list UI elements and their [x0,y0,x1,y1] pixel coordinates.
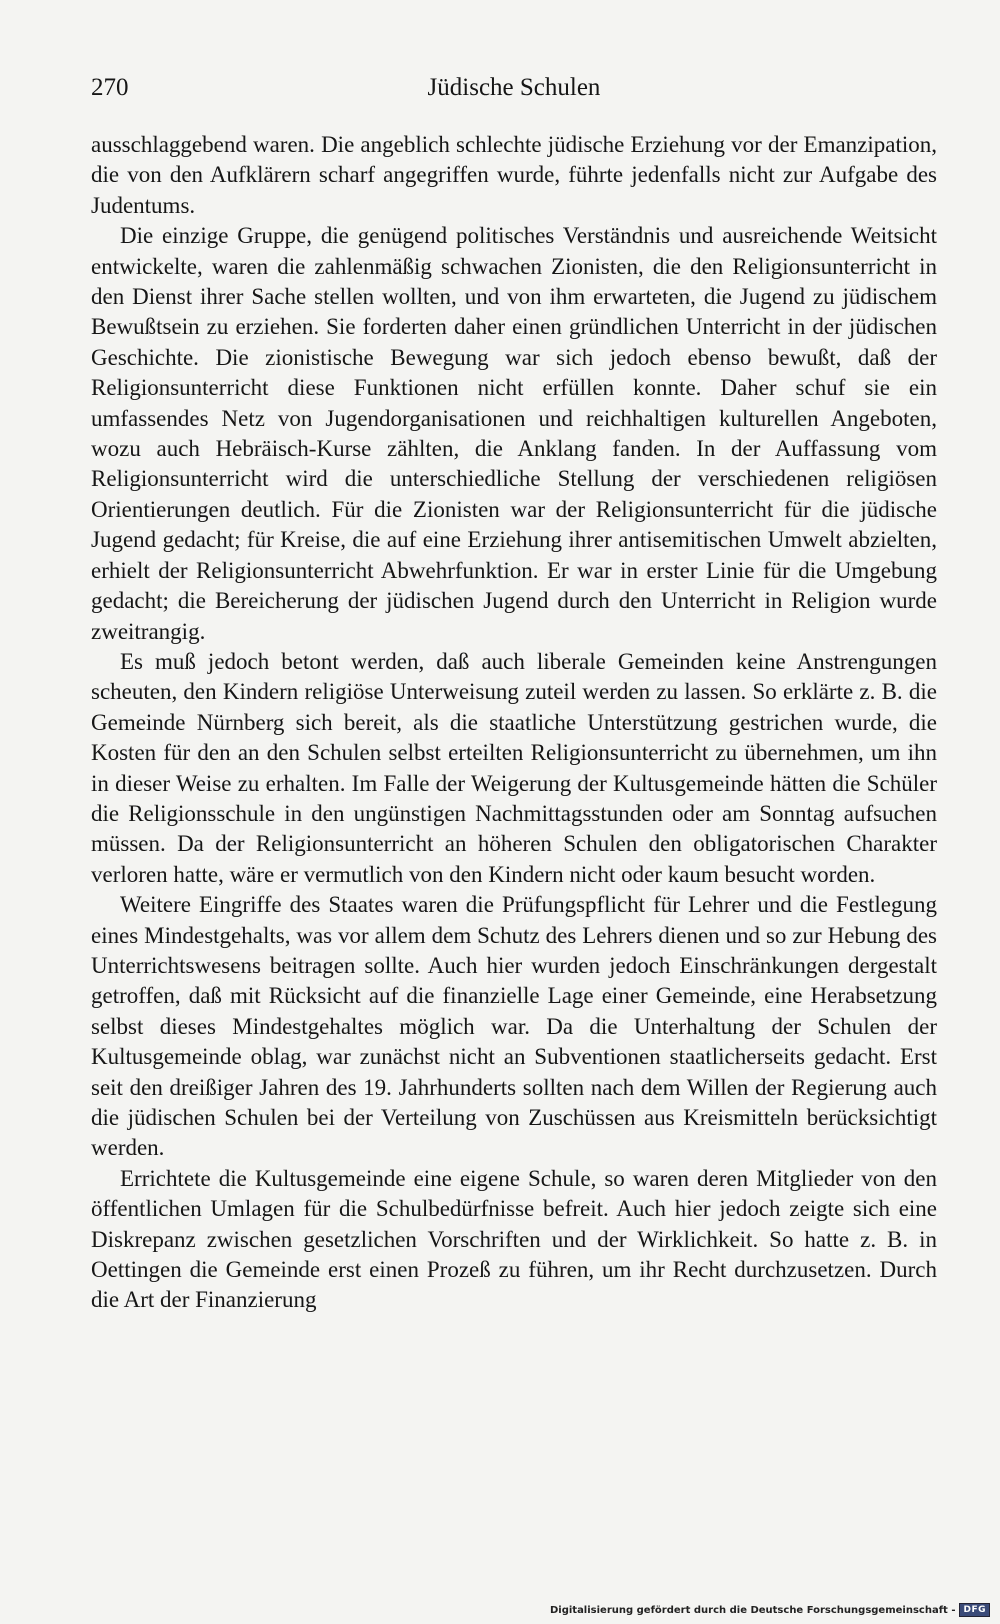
page-number: 270 [91,74,129,101]
paragraph-5: Errichtete die Kultusgemeinde eine eigene Schule, so waren deren Mitglieder von den öffentlichen Umlagen für die Schulbedürfnisse befreit. Auch hier jedoch zeigte sich eine Diskrepanz zwischen gesetzlichen Vorschriften und der Wirklichkeit. So hatte z. B. in Oettingen die Gemeinde erst einen Prozeß zu führen, um ihr Recht durchzusetzen. Durch die Art der Finanzierung [91,1165,937,1313]
paragraph-1: ausschlaggebend waren. Die angeblich schlechte jüdische Erziehung vor der Emanzipation, die von den Aufklärern scharf angegriffen wurde, führte jedenfalls nicht zur Aufgabe des Judentums. [91,132,937,218]
digitization-footer [550,1601,990,1619]
paragraph-4: Weitere Eingriffe des Staates waren die Prüfungspflicht für Lehrer und die Festlegung eines Mindestgehalts, was vor allem dem Schutz des Lehrers dienen und so zur Hebung des Unterrichtswesens beitragen sollte. Auch hier wurden jedoch Einschränkungen dergestalt getroffen, daß mit Rücksicht auf die finanzielle Lage einer Gemeinde, eine Herabsetzung selbst dieses Mindestgehaltes möglich war. Da die Unterhaltung der Schulen der Kultusgemeinde oblag, war zunächst nicht an Subventionen staatlicherseits gedacht. Erst seit den dreißiger Jahren des 19. Jahrhunderts sollten nach dem Willen der Regierung auch die jüdischen Schulen bei der Verteilung von Zuschüssen aus Kreismitteln berücksichtigt werden. [91,892,937,1161]
running-head: Jüdische Schulen [427,74,601,101]
page-header [91,68,937,108]
dfg-logo-icon: DFG [959,1603,990,1617]
body-text [91,130,937,1316]
paragraph-3: Es muß jedoch betont werden, daß auch liberale Gemeinden keine Anstrengungen scheuten, den Kindern religiöse Unterweisung zuteil werden zu lassen. So erklärte z. B. die Gemeinde Nürnberg sich bereit, als die staatliche Unterstützung gestrichen wurde, die Kosten für den an den Schulen selbst erteilten Religionsunterricht zu übernehmen, um ihn in dieser Weise zu erhalten. Im Falle der Weigerung der Kultusgemeinde hätten die Schüler die Religionsschule in den ungünstigen Nachmittagsstunden oder am Sonntag aufsuchen müssen. Da der Religionsunterricht an höheren Schulen den obligatorischen Charakter verloren hatte, wäre er vermutlich von den Kindern nicht oder kaum besucht worden. [91,648,937,887]
funding-notice: Digitalisierung gefördert durch die Deutsche Forschungsgemeinschaft - [549,1604,956,1616]
paragraph-2: Die einzige Gruppe, die genügend politisches Verständnis und ausreichende Weitsicht entwickelte, waren die zahlenmäßig schwachen Zionisten, die den Religionsunterricht in den Dienst ihrer Sache stellen wollten, und von ihm erwarteten, die Jugend zu jüdischem Bewußtsein zu erziehen. Sie forderten daher einen gründlichen Unterricht in der jüdischen Geschichte. Die zionistische Bewegung war sich jedoch ebenso bewußt, daß der Religionsunterricht diese Funktionen nicht erfüllen konnte. Daher schuf sie ein umfassendes Netz von Jugendorganisationen und reichhaltigen kulturellen Angeboten, wozu auch Hebräisch-Kurse zählten, die Anklang fanden. In der Auffassung vom Religionsunterricht wird die unterschiedliche Stellung der verschiedenen religiösen Orientierungen deutlich. Für die Zionisten war der Religionsunterricht für die jüdische Jugend gedacht; für Kreise, die auf eine Erziehung ihrer antisemitischen Umwelt abzielten, erhielt der Religionsunterricht Abwehrfunktion. Er war in erster Linie für die Umgebung gedacht; die Bereicherung der jüdischen Jugend durch den Unterricht in Religion wurde zweitrangig. [91,223,937,644]
